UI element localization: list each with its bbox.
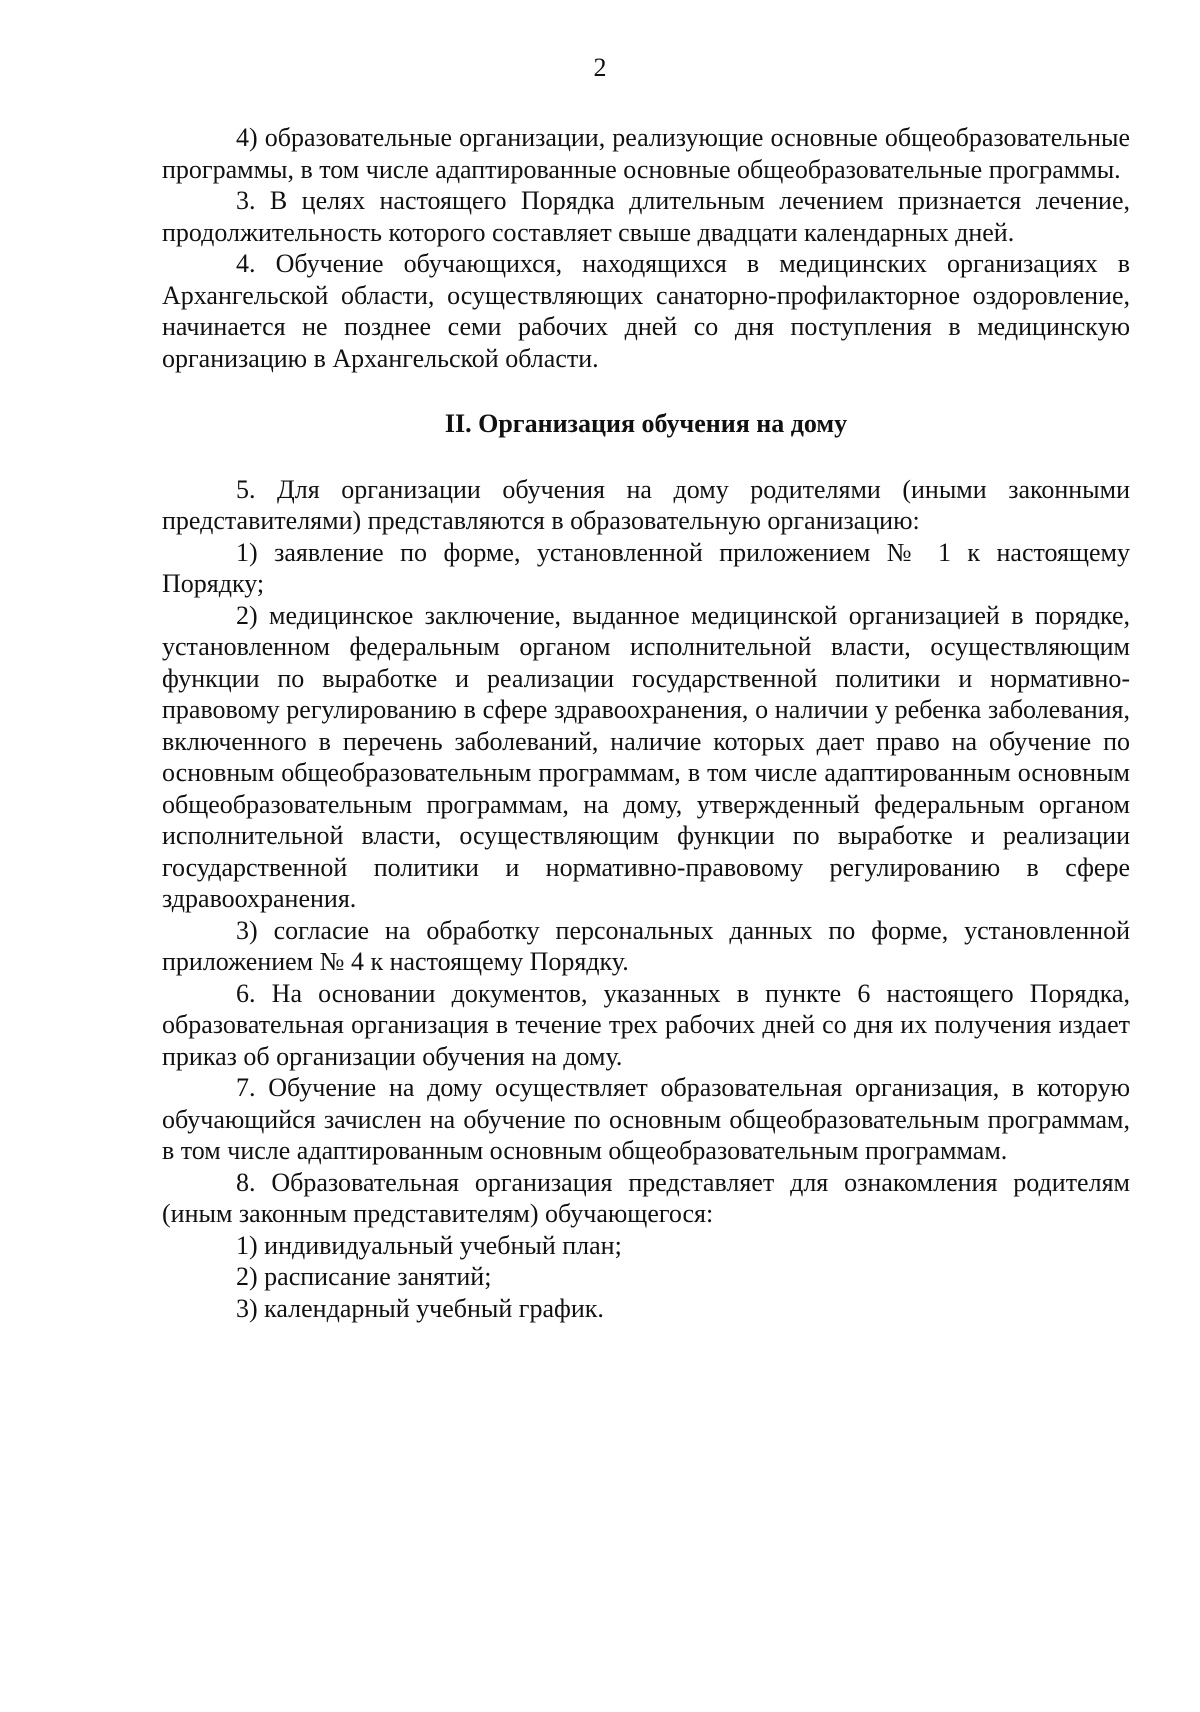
paragraph-4-educational-orgs: 4) образовательные организации, реализующие основные общеобразовательные программы, в том числе адаптированные основные общеобразовательные программы. xyxy=(162,123,1130,184)
page-number: 2 xyxy=(593,53,607,82)
paragraph-5-item-1: 1) заявление по форме, установленной приложением № 1 к настоящему Порядку; xyxy=(162,537,1130,598)
paragraph-8-item-2: 2) расписание занятий; xyxy=(236,1262,492,1291)
paragraph-5-item-3: 3) согласие на обработку персональных данных по форме, установленной приложением № 4 к настоящему Порядку. xyxy=(162,915,1130,976)
section-heading: II. Организация обучения на дому xyxy=(444,409,848,438)
paragraph-8: 8. Образовательная организация представляет для ознакомления родителям (иным законным представителям) обучающегося: xyxy=(162,1167,1130,1228)
paragraph-4-medical-orgs: 4. Обучение обучающихся, находящихся в медицинских организациях в Архангельской области, осуществляющих санаторно-профилакторное оздоровление, начинается не позднее семи рабочих дней со дня поступления в медицинскую организацию в Архангельской области. xyxy=(162,249,1130,373)
paragraph-3-long-treatment: 3. В целях настоящего Порядка длительным лечением признается лечение, продолжительность которого составляет свыше двадцати календарных дней. xyxy=(162,186,1130,247)
paragraph-8-item-1: 1) индивидуальный учебный план; xyxy=(236,1230,622,1260)
paragraph-8-item-3: 3) календарный учебный график. xyxy=(236,1293,604,1323)
paragraph-5: 5. Для организации обучения на дому родителями (иными законными представителями) представляются в образовательную организацию: xyxy=(162,474,1130,535)
paragraph-5-item-2: 2) медицинское заключение, выданное медицинской организацией в порядке, установленном федеральным органом исполнительной власти, осуществляющим функции по выработке и реализации государственной политики и нормативно-правовому регулированию в сфере здравоохранения, о наличии у ребенка заболевания, включенного в перечень заболеваний, наличие которых дает право на обучение по основным общеобразовательным программам, в том числе адаптированным основным общеобразовательным программам, на дому, утвержденный федеральным органом исполнительной власти, осуществляющим функции по выработке и реализации государственной политики и нормативно-правовому регулированию в сфере здравоохранения. xyxy=(162,600,1130,913)
paragraph-7: 7. Обучение на дому осуществляет образовательная организация, в которую обучающийся зачислен на обучение по основным общеобразовательным программам, в том числе адаптированным основным общеобразовательным программам. xyxy=(162,1073,1130,1165)
paragraph-6: 6. На основании документов, указанных в пункте 6 настоящего Порядка, образовательная организация в течение трех рабочих дней со дня их получения издает приказ об организации обучения на дому. xyxy=(162,978,1130,1071)
document-body xyxy=(162,122,1130,1324)
